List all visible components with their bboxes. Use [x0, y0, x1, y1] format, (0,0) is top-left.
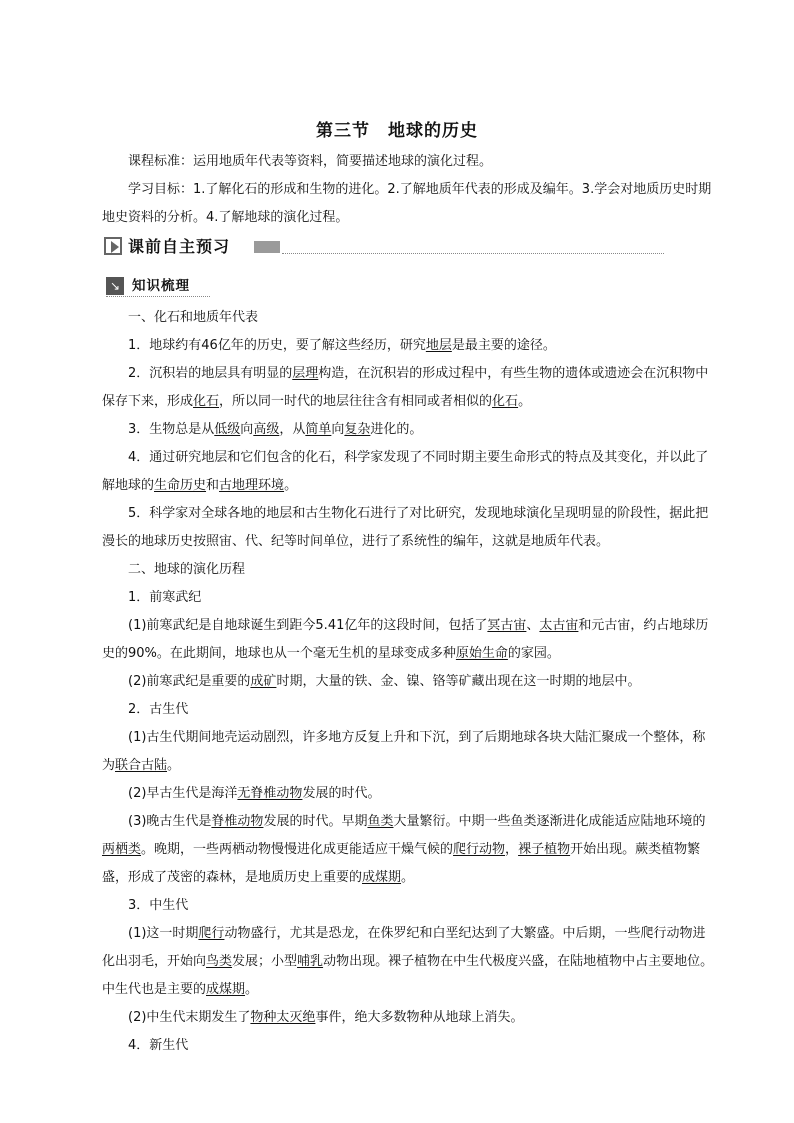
page-title: 第三节 地球的历史 [316, 121, 478, 141]
pencil-icon [104, 237, 122, 255]
paragraph: (2)早古生代是海洋无脊椎动物发展的时代。 [128, 786, 381, 801]
paragraph: 4．通过研究地层和它们包含的化石，科学家发现了不同时期主要生命形式的特点及其变化，并以此了解地球的生命历史和古地理环境。 [102, 450, 709, 493]
paragraph: 5．科学家对全球各地的地层和古生物化石进行了对比研究，发现地球演化呈现明显的阶段性，据此把漫长的地球历史按照宙、代、纪等时间单位，进行了系统性的编年，这就是地质年代表。 [102, 506, 709, 549]
header-block [102, 148, 718, 232]
paragraph: (1)古生代期间地壳运动剧烈，许多地方反复上升和下沉，到了后期地球各块大陆汇聚成一个整体，称为联合古陆。 [102, 730, 706, 773]
learning-goals: 学习目标：1.了解化石的形成和生物的进化。2.了解地质年代表的形成及编年。3.学会对地质历史时期地史资料的分析。4.了解地球的演化过程。 [102, 182, 712, 225]
subsection-heading: 1．前寒武纪 [128, 590, 202, 605]
paragraph: 3．生物总是从低级向高级，从简单向复杂进化的。 [128, 422, 423, 437]
subsection-heading: 4．新生代 [128, 1038, 189, 1053]
paragraph: (1)前寒武纪是自地球诞生到距今5.41亿年的这段时间，包括了冥古宙、太古宙和元古宙，约占地球历史的90%。在此期间，地球也从一个毫无生机的星球变成多种原始生命的家园。 [102, 618, 709, 661]
knowledge-tag-underline [106, 296, 210, 297]
paragraph: (3)晚古生代是脊椎动物发展的时代。早期鱼类大量繁衍。中期一些鱼类逐渐进化成能适应陆地环境的两栖类。晚期，一些两栖动物慢慢进化成更能适应干燥气候的爬行动物，裸子植物开始出现。蕨类植物繁盛，形成了茂密的森林，是地质历史上重要的成煤期。 [102, 814, 706, 885]
paragraph: (2)前寒武纪是重要的成矿时期，大量的铁、金、镍、铬等矿藏出现在这一时期的地层中。 [128, 674, 641, 689]
section-heading: 一、化石和地质年代表 [128, 310, 259, 325]
content-block [102, 304, 718, 1060]
arrow-icon: ↘ [106, 277, 124, 295]
section-heading: 二、地球的演化历程 [128, 562, 246, 577]
knowledge-tag-label: 知识梳理 [132, 278, 190, 294]
subsection-heading: 2．古生代 [128, 702, 189, 717]
paragraph: (1)这一时期爬行动物盛行，尤其是恐龙，在侏罗纪和白垩纪达到了大繁盛。中后期，一些爬行动物进化出羽毛，开始向鸟类发展；小型哺乳动物出现。裸子植物在中生代极度兴盛，在陆地植物中占主要地位。中生代也是主要的成煤期。 [102, 926, 714, 997]
paragraph: 2．沉积岩的地层具有明显的层理构造，在沉积岩的形成过程中，有些生物的遗体或遗迹会在沉积物中保存下来，形成化石，所以同一时代的地层往往含有相同或者相似的化石。 [102, 366, 709, 409]
preview-banner [104, 236, 664, 258]
banner-bar [254, 241, 280, 253]
banner-label: 课前自主预习 [128, 237, 231, 256]
banner-divider [282, 253, 664, 254]
subsection-heading: 3．中生代 [128, 898, 189, 913]
curriculum-standard: 课程标准：运用地质年代表等资料，简要描述地球的演化过程。 [128, 154, 493, 169]
paragraph: 1．地球约有46亿年的历史，要了解这些经历，研究地层是最主要的途径。 [128, 338, 556, 353]
paragraph: (2)中生代末期发生了物种太灭绝事件，绝大多数物种从地球上消失。 [128, 1010, 524, 1025]
